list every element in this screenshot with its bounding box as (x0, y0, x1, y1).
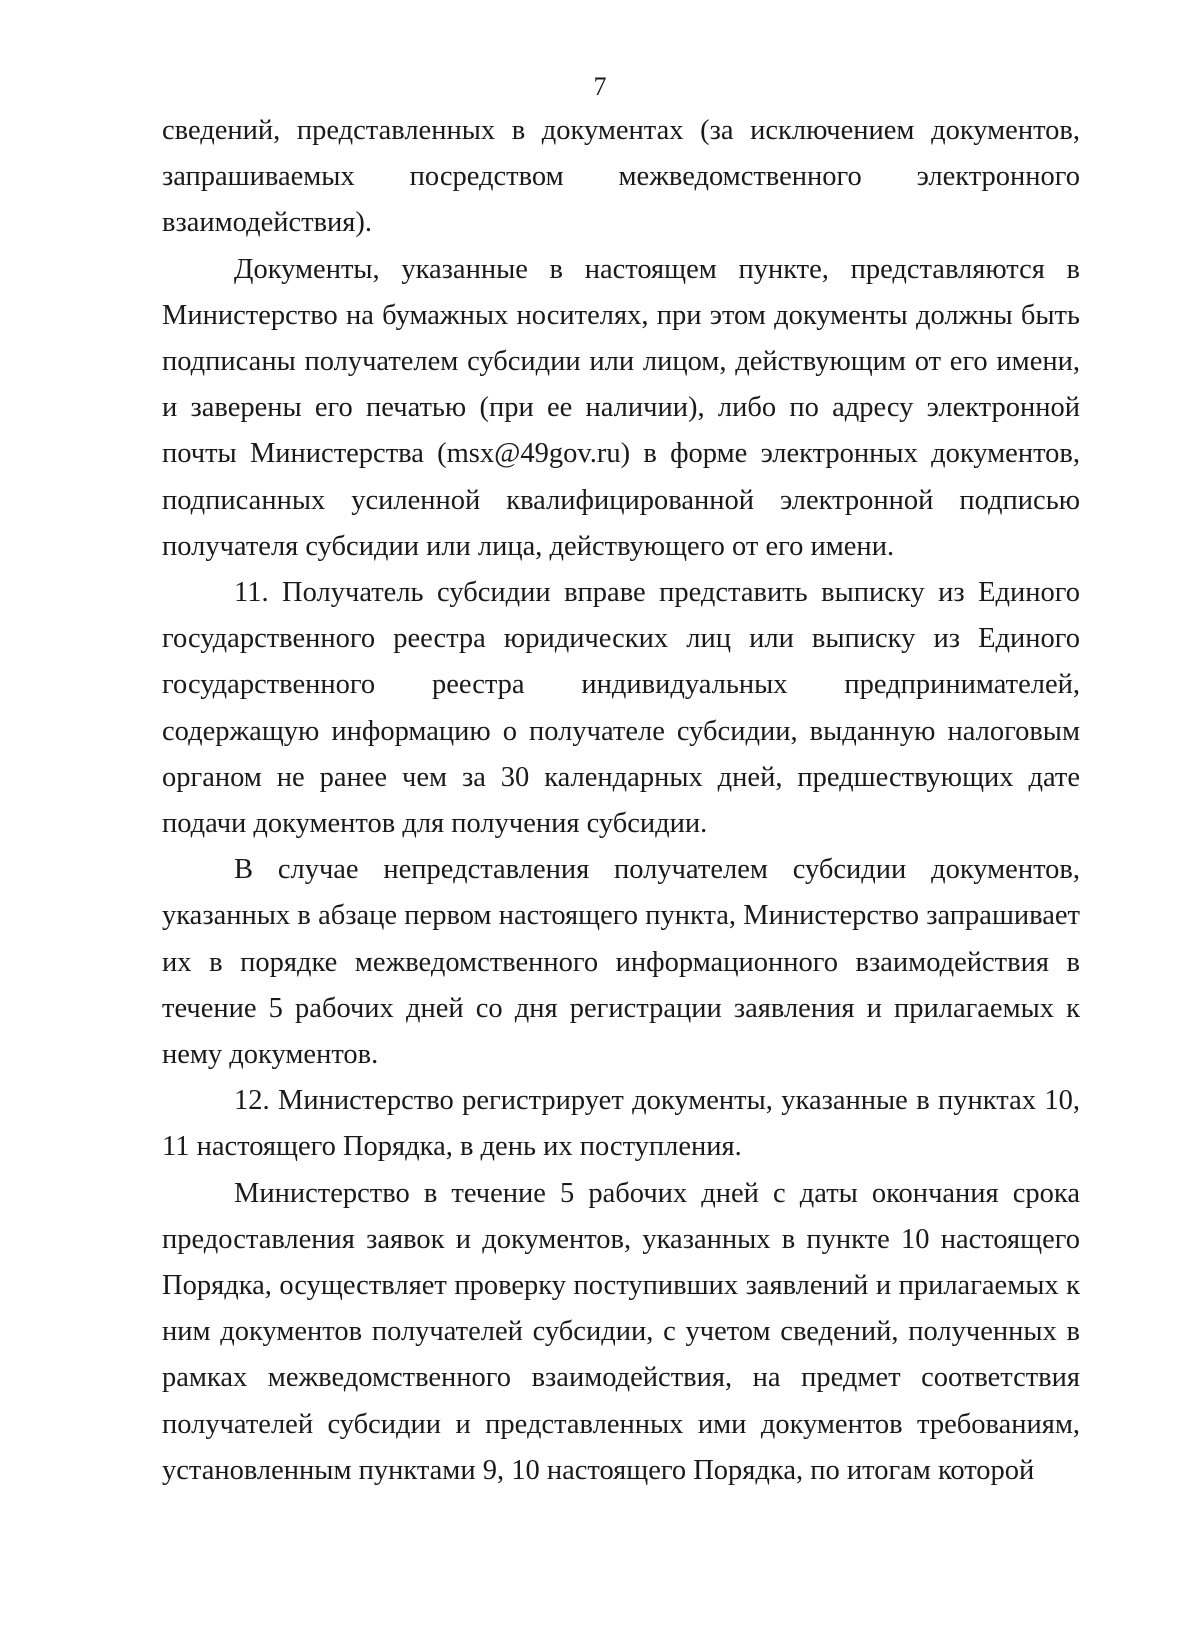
page-number: 7 (593, 72, 607, 101)
paragraph-item-12: 12. Министерство регистрирует документы, указанные в пунктах 10, 11 настоящего Порядка, в день их поступления. (162, 1085, 1080, 1163)
paragraph-documents-submission: Документы, указанные в настоящем пункте, представляются в Министерство на бумажных носителях, при этом документы должны быть подписаны получателем субсидии или лицом, действующим от его имени, и заверены его печатью (при ее наличии), либо по адресу электронной почты Министерства (msx@49gov.ru) в форме электронных документов, подписанных усиленной квалифицированной электронной подписью получателя субсидии или лица, действующего от его имени. (162, 253, 1080, 562)
paragraph-non-submission: В случае непредставления получателем субсидии документов, указанных в абзаце первом настоящего пункта, Министерство запрашивает их в порядке межведомственного информационного взаимодействия в течение 5 рабочих дней со дня регистрации заявления и прилагаемых к нему документов. (162, 854, 1080, 1071)
document-body (162, 108, 1080, 1494)
paragraph-continuation: сведений, представленных в документах (за исключением документов, запрашиваемых посредством межведомственного электронного взаимодействия). (162, 115, 1080, 239)
paragraph-ministry-check: Министерство в течение 5 рабочих дней с даты окончания срока предоставления заявок и документов, указанных в пункте 10 настоящего Порядка, осуществляет проверку поступивших заявлений и прилагаемых к ним документов получателей субсидии, с учетом сведений, полученных в рамках межведомственного взаимодействия, на предмет соответствия получателей субсидии и представленных ими документов требованиям, установленным пунктами 9, 10 настоящего Порядка, по итогам которой (162, 1177, 1080, 1486)
paragraph-item-11: 11. Получатель субсидии вправе представить выписку из Единого государственного реестра юридических лиц или выписку из Единого государственного реестра индивидуальных предпринимателей, содержащую информацию о получателе субсидии, выданную налоговым органом не ранее чем за 30 календарных дней, предшествующих дате подачи документов для получения субсидии. (162, 577, 1080, 840)
